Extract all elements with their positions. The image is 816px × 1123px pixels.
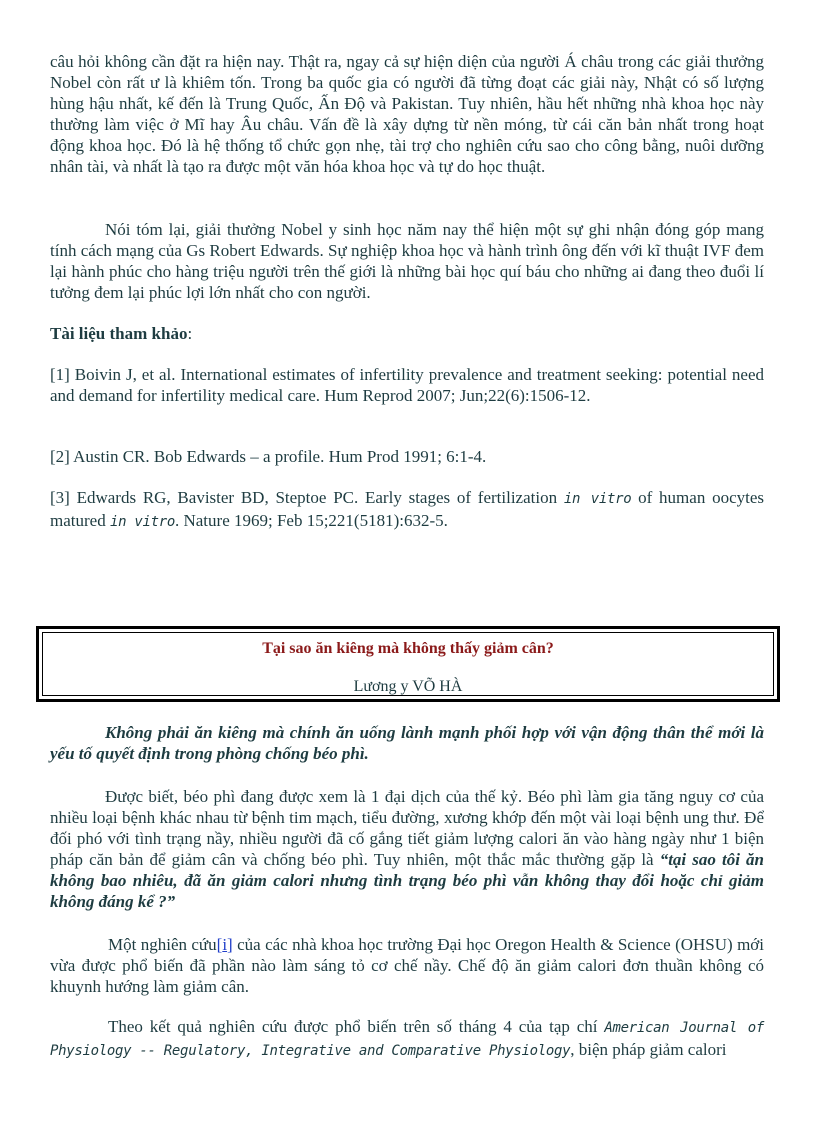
paragraph-summary — [50, 219, 764, 303]
paragraph-asian-nobel — [50, 51, 764, 177]
paragraph-journal — [50, 1016, 764, 1062]
article-author: Lương y VÕ HÀ — [353, 678, 463, 695]
paragraph-text: , biện pháp giảm calori — [570, 1040, 727, 1059]
article-title-box — [36, 626, 780, 702]
references-heading-text: Tài liệu tham khảo — [50, 324, 188, 343]
paragraph-text: câu hỏi không cần đặt ra hiện nay. Thật ra, ngay cả sự hiện diện của người Á châu trong các giải thưởng Nobel còn rất ư là khiêm tốn. Trong ba quốc gia có người đã từng đoạt các giải này, Nhật có số lượng hùng hậu nhất, kế đến là Trung Quốc, Ấn Độ và Pakistan. Tuy nhiên, hầu hết những nhà khoa học này thường làm việc ở Mĩ hay Âu châu. Vấn đề là xây dựng từ nền móng, từ cái căn bản nhất trong hoạt động khoa học. Đó là hệ thống tổ chức gọn nhẹ, tài trợ cho nghiên cứu sao cho công bằng, nuôi dưỡng nhân tài, và nhất là tạo ra được một văn hóa khoa học và tự do học thuật. — [50, 52, 764, 176]
reference-text: . Nature 1969; Feb 15;221(5181):632-5. — [174, 511, 448, 530]
paragraph-ohsu-study — [50, 934, 764, 997]
paragraph-obesity — [50, 786, 764, 912]
paragraph-text: Được biết, béo phì đang được xem là 1 đại dịch của thế kỷ. Béo phì làm gia tăng nguy cơ của nhiều loại bệnh khác nhau từ bệnh tim mạch, tiểu đường, xương khớp đến một vài loại bệnh ung thư. Để đối phó với tình trạng nầy, nhiều người đã cố gắng tiết giảm lượng calori ăn vào hàng ngày như 1 biện pháp căn bản để giảm cân và chống béo phì. Tuy nhiên, một thắc mắc thường gặp là — [50, 787, 764, 869]
references-heading-colon: : — [187, 324, 193, 343]
reference-text: [3] Edwards RG, Bavister BD, Steptoe PC. Early stages of fertilization — [50, 488, 564, 507]
quoted-question: “tại sao tôi ăn không bao nhiêu, đã ăn giảm calori nhưng tình trạng béo phì vẫn không thay đổi hoặc chỉ giảm không đáng kể ?” — [50, 850, 764, 911]
journal-name: American Journal of Physiology -- Regulatory, Integrative and Comparative Physiology — [50, 1020, 765, 1059]
reference-2 — [50, 446, 764, 467]
footnote-link[interactable]: i — [222, 935, 228, 954]
paragraph-text: Theo kết quả nghiên cứu được phổ biến trên số tháng 4 của tạp chí — [108, 1017, 605, 1036]
reference-italic: in vitro — [109, 514, 175, 530]
paragraph-text: Một nghiên cứu — [108, 935, 217, 954]
paragraph-text: Nói tóm lại, giải thưởng Nobel y sinh học năm nay thể hiện một sự ghi nhận đóng góp mang tính cách mạng của Gs Robert Edwards. Sự nghiệp khoa học và hành trình ông đến với kĩ thuật IVF đem lại hành phúc cho hàng triệu người trên thế giới là những bài học quí báu cho những ai đang theo đuổi lí tưởng đem lại phúc lợi lớn nhất cho con người. — [50, 220, 764, 302]
reference-text: [1] Boivin J, et al. International estimates of infertility prevalence and treatment seeking: potential need and demand for infertility medical care. Hum Reprod 2007; Jun;22(6):1506-12. — [50, 365, 764, 405]
paragraph-text: của các nhà khoa học trường Đại học Oregon Health & Science (OHSU) mới vừa được phổ biến đã phần nào làm sáng tỏ cơ chế nầy. Chế độ ăn giảm calori đơn thuần không có khuynh hướng làm giảm cân. — [50, 935, 765, 996]
article-lead — [50, 722, 764, 764]
reference-text: [2] Austin CR. Bob Edwards – a profile. Hum Prod 1991; 6:1-4. — [50, 447, 487, 466]
reference-1 — [50, 364, 764, 406]
reference-3 — [50, 487, 764, 533]
references-heading — [50, 323, 764, 344]
lead-text: Không phải ăn kiêng mà chính ăn uống lành mạnh phối hợp với vận động thân thể mới là yếu tố quyết định trong phòng chống béo phì. — [50, 723, 764, 763]
article-title: Tại sao ăn kiêng mà không thấy giảm cân? — [262, 640, 554, 657]
footnote-bracket: [ — [216, 935, 223, 954]
footnote-bracket: ] — [227, 935, 233, 954]
reference-text: of human oocytes matured — [50, 488, 765, 530]
reference-italic: in vitro — [563, 491, 632, 507]
